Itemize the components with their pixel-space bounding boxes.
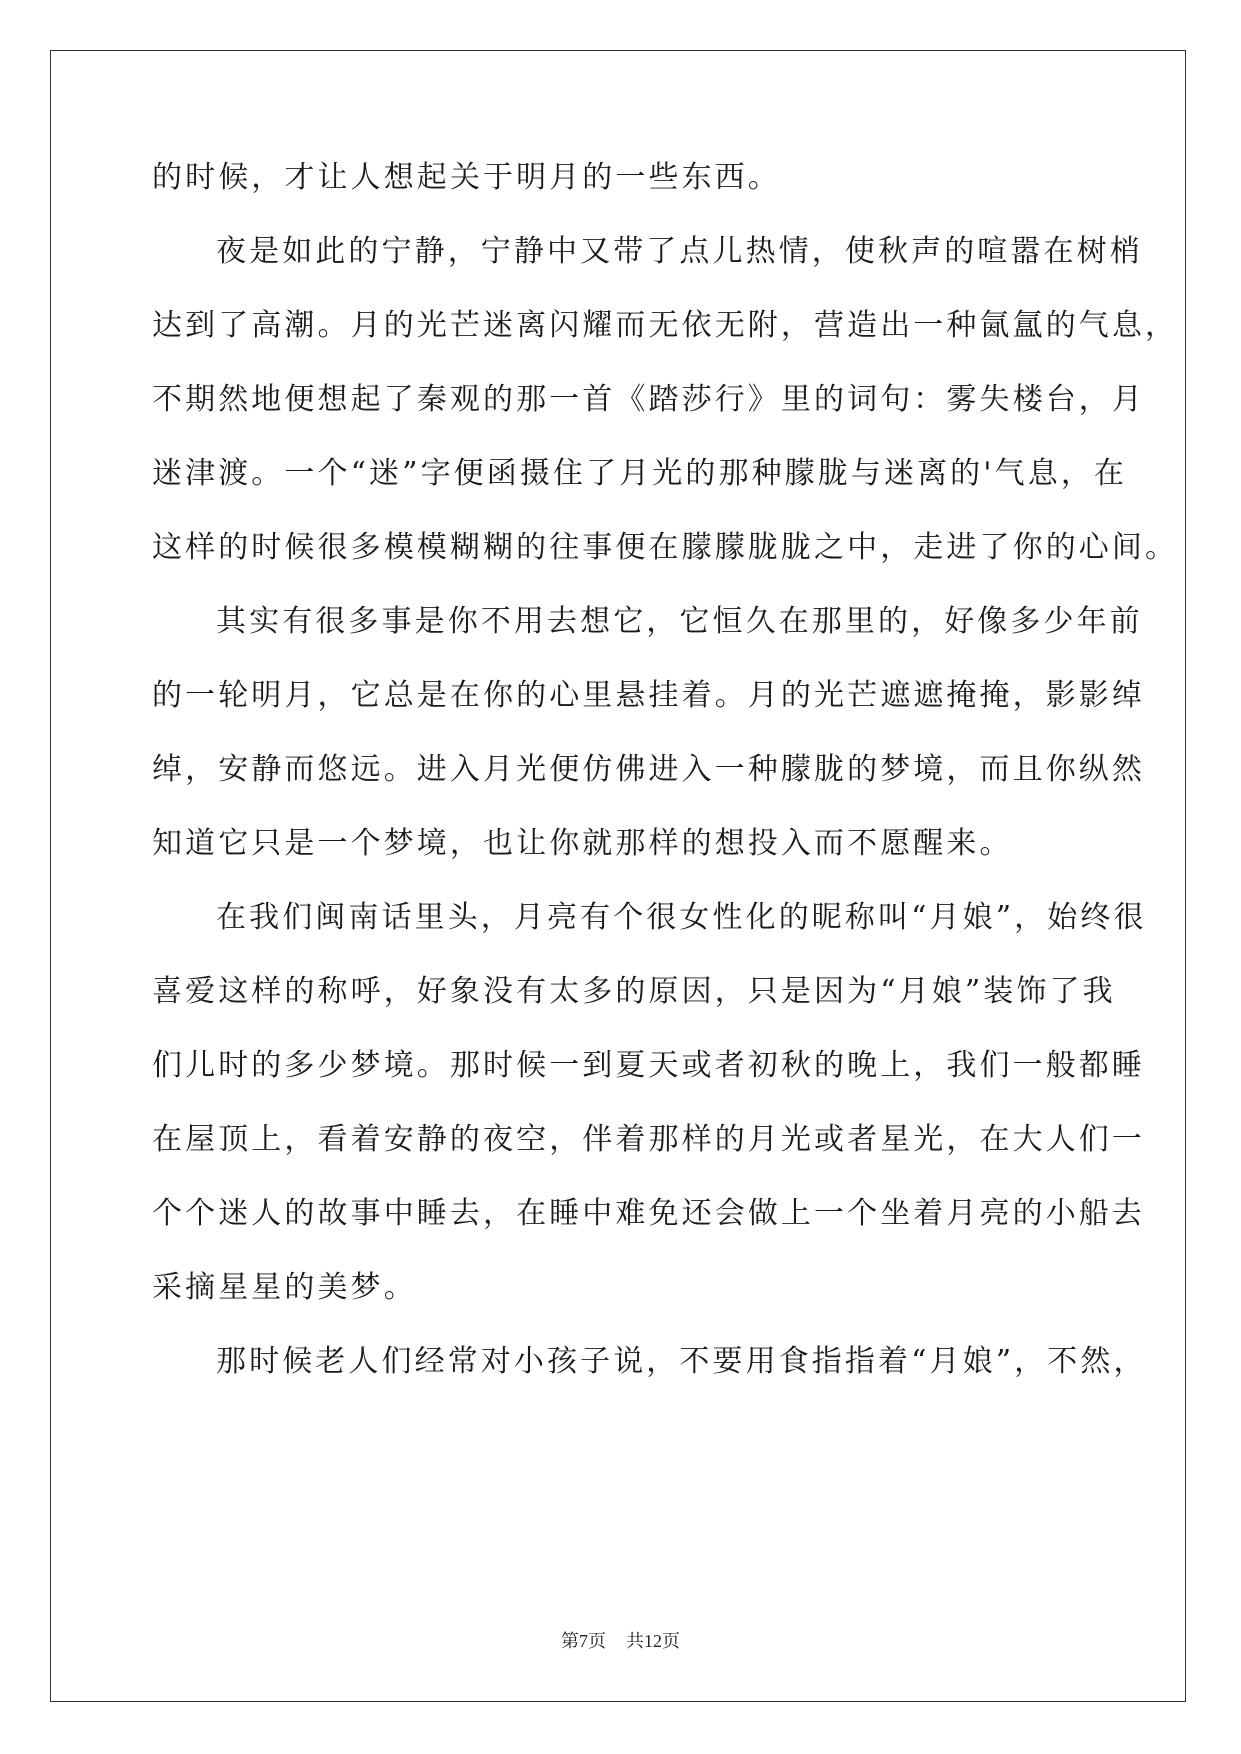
text-line: 在我们闽南话里头，月亮有个很女性化的昵称叫“月娘”，始终很 xyxy=(216,900,1147,935)
text-line: 在屋顶上，看着安静的夜空，伴着那样的月光或者星光，在大人们一 xyxy=(152,1122,1145,1157)
text-line: 知道它只是一个梦境，也让你就那样的想投入而不愿醒来。 xyxy=(152,826,1013,861)
text-line: 这样的时候很多模模糊糊的往事便在朦朦胧胧之中，走进了你的心间。 xyxy=(152,530,1179,565)
text-line: 那时候老人们经常对小孩子说，不要用食指指着“月娘”，不然， xyxy=(216,1344,1147,1379)
page-footer xyxy=(0,1629,1241,1653)
text-line: 夜是如此的宁静，宁静中又带了点儿热情，使秋声的喧嚣在树梢 xyxy=(216,234,1143,269)
text-line: 个个迷人的故事中睡去，在睡中难免还会做上一个坐着月亮的小船去 xyxy=(152,1196,1145,1231)
text-line: 其实有很多事是你不用去想它，它恒久在那里的，好像多少年前 xyxy=(216,604,1143,639)
text-line: 绰，安静而悠远。进入月光便仿佛进入一种朦胧的梦境，而且你纵然 xyxy=(152,752,1145,787)
text-line: 的时候，才让人想起关于明月的一些东西。 xyxy=(152,160,781,195)
page-total: 共12页 xyxy=(626,1631,680,1651)
text-line: 的一轮明月，它总是在你的心里悬挂着。月的光芒遮遮掩掩，影影绰 xyxy=(152,678,1145,713)
text-line: 采摘星星的美梦。 xyxy=(152,1270,417,1305)
text-line: 们儿时的多少梦境。那时候一到夏天或者初秋的晚上，我们一般都睡 xyxy=(152,1048,1145,1083)
page-number: 第7页 xyxy=(561,1631,606,1651)
text-line: 喜爱这样的称呼，好象没有太多的原因，只是因为“月娘”装饰了我 xyxy=(152,974,1116,1009)
text-line: 达到了高潮。月的光芒迷离闪耀而无依无附，营造出一种氤氲的气息， xyxy=(152,308,1179,343)
text-line: 迷津渡。一个“迷”字便函摄住了月光的那种朦胧与迷离的'气息，在 xyxy=(152,456,1128,491)
text-line: 不期然地便想起了秦观的那一首《踏莎行》里的词句：雾失楼台，月 xyxy=(152,382,1145,417)
page-frame xyxy=(50,50,1186,1702)
